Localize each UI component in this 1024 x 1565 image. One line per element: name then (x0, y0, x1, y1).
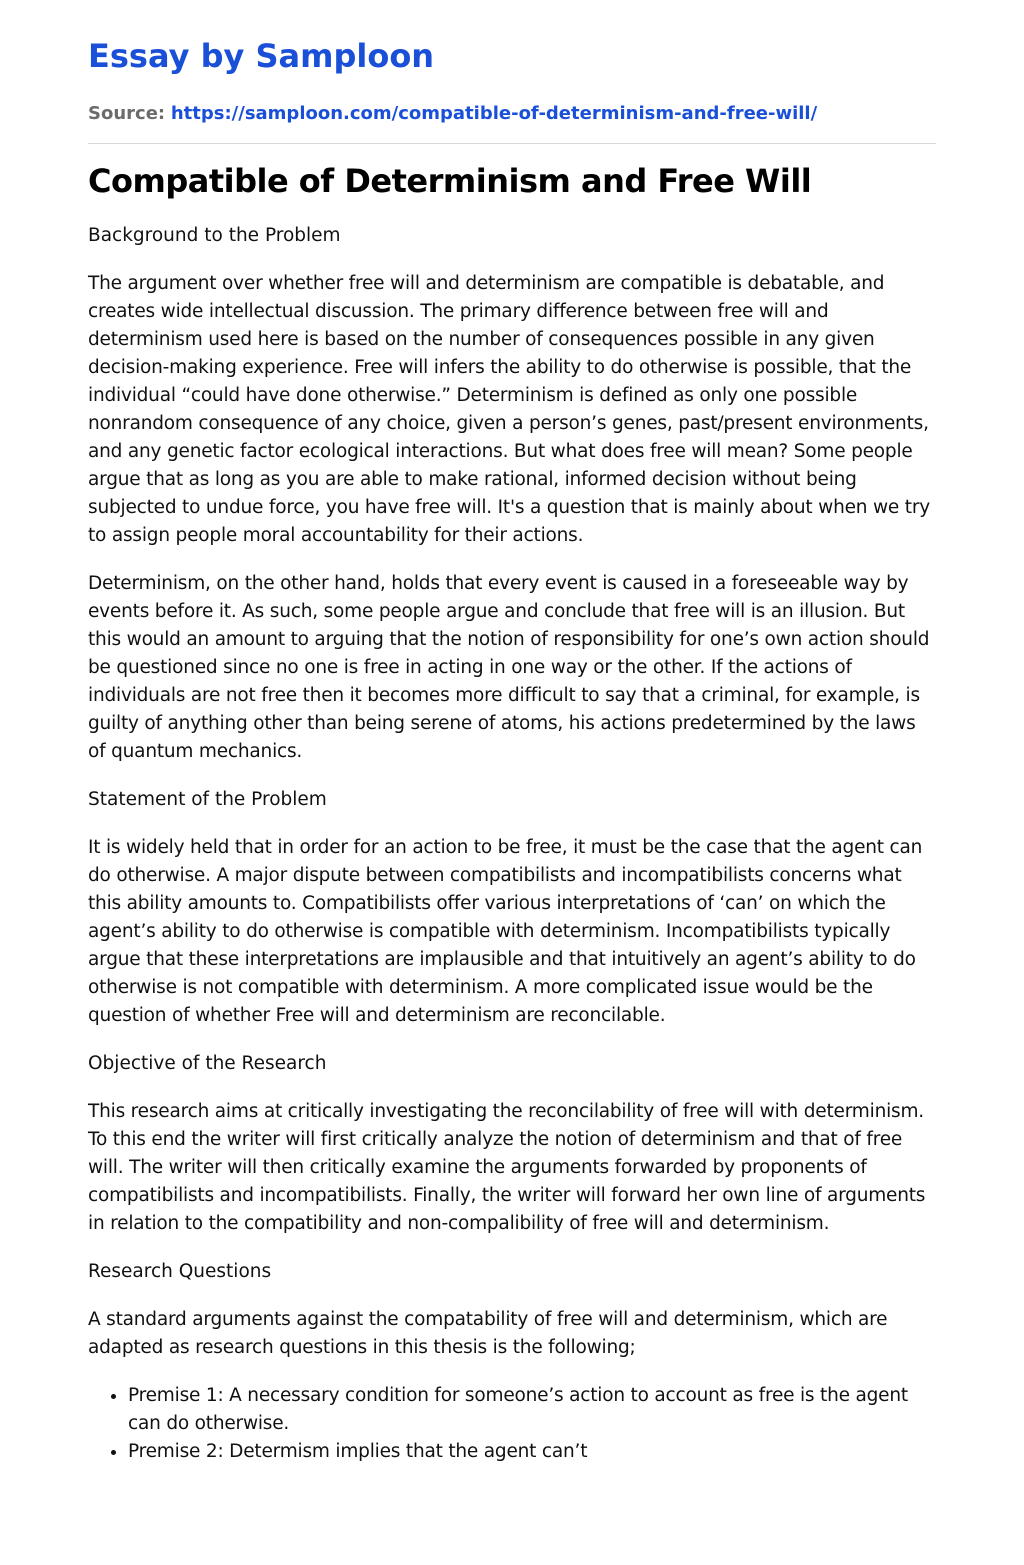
essay-title: Compatible of Determinism and Free Will (88, 162, 812, 200)
paragraph-statement-1: It is widely held that in order for an action to be free, it must be the case that the agent can do otherwise. A major dispute between compatibilists and incompatibilists concerns what this ability amounts to. Compatibilists offer various interpretations of ‘can’ on which the agent’s ability to do otherwise is compatible with determinism. Incompatibilists typically argue that these interpretations are implausible and that intuitively an agent’s ability to do otherwise is not compatible with determinism. A more complicated issue would be the question of whether Free will and determinism are reconcilable. (88, 837, 923, 1026)
section-heading-background: Background to the Problem (88, 225, 341, 246)
source-link[interactable]: https://samploon.com/compatible-of-determinism-and-free-will/ (170, 103, 818, 124)
section-heading-statement: Statement of the Problem (88, 789, 327, 810)
list-item: • Premise 1: A necessary condition for someone’s action to account as free is the agent can do otherwise. (128, 1382, 936, 1438)
essay-page (88, 30, 936, 1466)
section-heading-questions: Research Questions (88, 1261, 272, 1282)
section-heading-objective: Objective of the Research (88, 1053, 327, 1074)
paragraph-background-1: The argument over whether free will and determinism are compatible is debatable, and creates wide intellectual discussion. The primary difference between free will and determinism used here is based on the number of consequences possible in any given decision-making experience. Free will infers the ability to do otherwise is possible, that the individual “could have done otherwise.” Determinism is defined as only one possible nonrandom consequence of any choice, given a person’s genes, past/present environments, and any genetic factor ecological interactions. But what does free will mean? Some people argue that as long as you are able to make rational, informed decision without being subjected to undue force, you have free will. It's a question that is mainly about when we try to assign people moral accountability for their actions. (88, 273, 930, 546)
paragraph-background-2: Determinism, on the other hand, holds that every event is caused in a foreseeable way by events before it. As such, some people argue and conclude that free will is an illusion. But this would an amount to arguing that the notion of responsibility for one’s own action should be questioned since no one is free in acting in one way or the other. If the actions of individuals are not free then it becomes more difficult to say that a criminal, for example, is guilty of anything other than being serene of atoms, his actions predetermined by the laws of quantum mechanics. (88, 573, 930, 762)
paragraph-questions-1: A standard arguments against the compatability of free will and determinism, which are adapted as research questions in this thesis is the following; (88, 1309, 888, 1358)
header-divider (88, 143, 936, 144)
list-item: • Premise 2: Determism implies that the agent can’t (128, 1438, 936, 1466)
source-line (88, 101, 936, 127)
site-brand-title: Essay by Samploon (88, 37, 435, 75)
source-label: Source: (88, 103, 166, 124)
premise-list (88, 1382, 936, 1466)
paragraph-objective-1: This research aims at critically investigating the reconcilability of free will with determinism. To this end the writer will first critically analyze the notion of determinism and that of free will. The writer will then critically examine the arguments forwarded by proponents of compatibilists and incompatibilists. Finally, the writer will forward her own line of arguments in relation to the compatibility and non-compalibility of free will and determinism. (88, 1101, 926, 1234)
